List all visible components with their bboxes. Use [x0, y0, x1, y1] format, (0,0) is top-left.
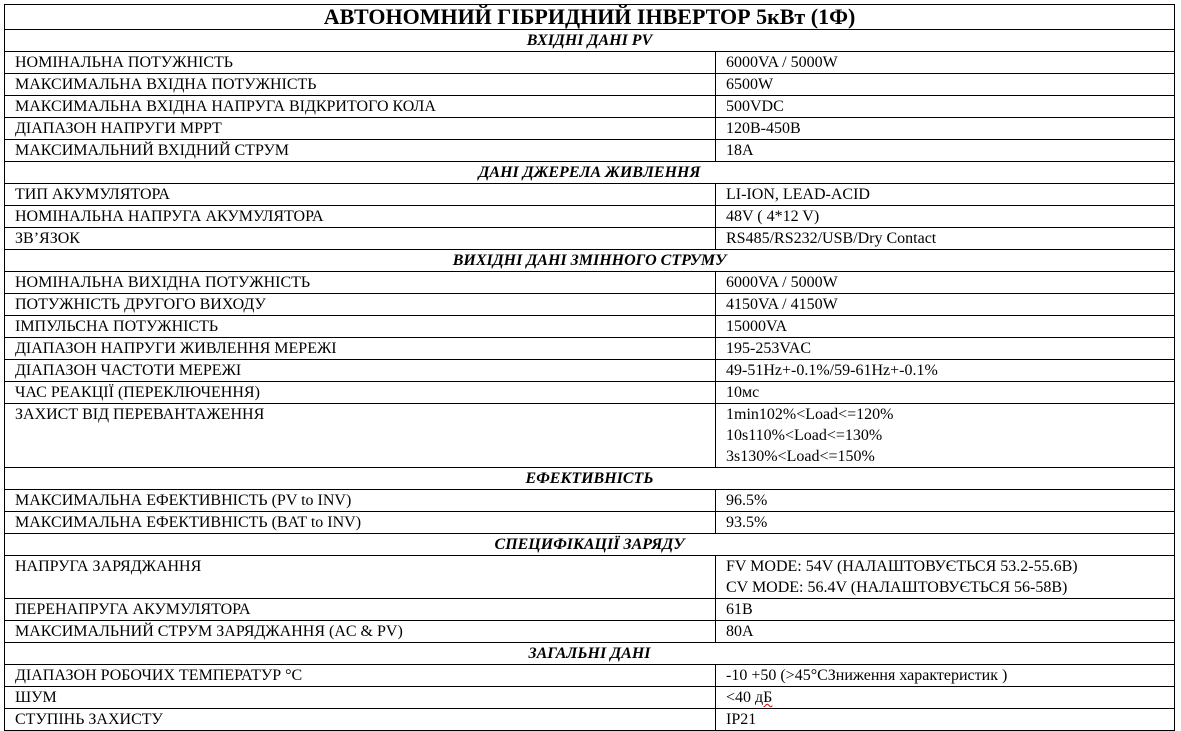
spec-label: МАКСИМАЛЬНА ВХІДНА НАПРУГА ВІДКРИТОГО КОЛА	[5, 96, 716, 118]
spec-value-line: 4150VA / 4150W	[726, 296, 838, 313]
spec-value-line: IP21	[726, 711, 757, 728]
spec-label: МАКСИМАЛЬНИЙ СТРУМ ЗАРЯДЖАННЯ (AC & PV)	[5, 621, 716, 643]
spec-value-line: 500VDC	[726, 98, 784, 115]
spec-value	[716, 665, 1175, 687]
spec-row	[5, 140, 1175, 162]
spec-value	[716, 599, 1175, 621]
spec-label: ТИП АКУМУЛЯТОРА	[5, 184, 716, 206]
spec-value	[716, 294, 1175, 316]
spec-value	[716, 74, 1175, 96]
spec-label: ДІАПАЗОН ЧАСТОТИ МЕРЕЖІ	[5, 360, 716, 382]
spec-value	[716, 228, 1175, 250]
spec-value	[716, 512, 1175, 534]
spec-value-line: -10 +50 (>45°CЗниження характеристик )	[726, 667, 1008, 684]
spec-row	[5, 687, 1175, 709]
section-heading-row	[5, 30, 1175, 52]
spec-label: ПЕРЕНАПРУГА АКУМУЛЯТОРА	[5, 599, 716, 621]
spec-value-line: <40 дБ	[726, 689, 773, 706]
spec-table	[4, 4, 1175, 731]
spec-row	[5, 599, 1175, 621]
section-heading: ЕФЕКТИВНІСТЬ	[5, 468, 1175, 490]
spec-row	[5, 360, 1175, 382]
spec-value	[716, 382, 1175, 404]
spec-value-line: 48V ( 4*12 V)	[726, 208, 820, 225]
spec-row	[5, 118, 1175, 140]
spec-value-line: 10s110%<Load<=130%	[726, 427, 883, 444]
section-heading-row	[5, 468, 1175, 490]
spec-value-line: 49-51Hz+-0.1%/59-61Hz+-0.1%	[726, 362, 938, 379]
spec-value-line: 96.5%	[726, 492, 768, 509]
spec-label: НОМІНАЛЬНА НАПРУГА АКУМУЛЯТОРА	[5, 206, 716, 228]
spec-value	[716, 360, 1175, 382]
spec-label: ЗАХИСТ ВІД ПЕРЕВАНТАЖЕННЯ	[5, 404, 716, 468]
section-heading: СПЕЦИФІКАЦІЇ ЗАРЯДУ	[5, 534, 1175, 556]
spec-value-line: 6000VA / 5000W	[726, 54, 838, 71]
spec-row	[5, 52, 1175, 74]
spec-row	[5, 382, 1175, 404]
spec-label: ЧАС РЕАКЦІЇ (ПЕРЕКЛЮЧЕННЯ)	[5, 382, 716, 404]
spec-label: ШУМ	[5, 687, 716, 709]
spec-value	[716, 404, 1175, 468]
spec-value-line: 61В	[726, 601, 753, 618]
spec-value	[716, 490, 1175, 512]
spec-row	[5, 512, 1175, 534]
spec-value	[716, 338, 1175, 360]
spec-label: ІМПУЛЬСНА ПОТУЖНІСТЬ	[5, 316, 716, 338]
spec-value	[716, 96, 1175, 118]
spec-row	[5, 665, 1175, 687]
spec-value-line: 6500W	[726, 76, 774, 93]
section-heading-row	[5, 250, 1175, 272]
spec-value-line: 18А	[726, 142, 754, 159]
spec-row	[5, 490, 1175, 512]
section-heading: ВИХІДНІ ДАНІ ЗМІННОГО СТРУМУ	[5, 250, 1175, 272]
spec-row	[5, 206, 1175, 228]
spec-value	[716, 118, 1175, 140]
spec-label: МАКСИМАЛЬНА ЕФЕКТИВНІСТЬ (BAT to INV)	[5, 512, 716, 534]
section-heading: ЗАГАЛЬНІ ДАНІ	[5, 643, 1175, 665]
spec-row	[5, 294, 1175, 316]
spec-label: МАКСИМАЛЬНА ЕФЕКТИВНІСТЬ (PV to INV)	[5, 490, 716, 512]
spec-value-line: 15000VA	[726, 318, 788, 335]
spec-value	[716, 140, 1175, 162]
spec-value	[716, 184, 1175, 206]
spec-value-line: 3s130%<Load<=150%	[726, 448, 875, 465]
document-title: АВТОНОМНИЙ ГІБРИДНИЙ ІНВЕРТОР 5кВт (1Ф)	[5, 5, 1175, 30]
section-heading-row	[5, 162, 1175, 184]
section-heading: ВХІДНІ ДАНІ PV	[5, 30, 1175, 52]
spec-row	[5, 338, 1175, 360]
spec-row	[5, 709, 1175, 731]
spec-row	[5, 74, 1175, 96]
spec-label: ЗВ’ЯЗОК	[5, 228, 716, 250]
spec-label: НОМІНАЛЬНА ВИХІДНА ПОТУЖНІСТЬ	[5, 272, 716, 294]
spec-value-line: 6000VA / 5000W	[726, 274, 838, 291]
spec-value-line: 1min102%<Load<=120%	[726, 406, 894, 423]
spec-value-line: CV MODE: 56.4V (НАЛАШТОВУЄТЬСЯ 56-58В)	[726, 579, 1068, 596]
spec-row	[5, 96, 1175, 118]
spec-value	[716, 556, 1175, 599]
spec-row	[5, 228, 1175, 250]
spec-label: СТУПІНЬ ЗАХИСТУ	[5, 709, 716, 731]
spec-value	[716, 52, 1175, 74]
spec-value	[716, 316, 1175, 338]
spec-label: НАПРУГА ЗАРЯДЖАННЯ	[5, 556, 716, 599]
spec-label: ДІАПАЗОН НАПРУГИ MPPT	[5, 118, 716, 140]
section-heading-row	[5, 534, 1175, 556]
spec-value-line: LI-ION, LEAD-ACID	[726, 186, 870, 203]
spec-row	[5, 621, 1175, 643]
spec-value-line: 93.5%	[726, 514, 768, 531]
spec-value	[716, 709, 1175, 731]
spec-row	[5, 272, 1175, 294]
spec-label: ПОТУЖНІСТЬ ДРУГОГО ВИХОДУ	[5, 294, 716, 316]
section-heading: ДАНІ ДЖЕРЕЛА ЖИВЛЕННЯ	[5, 162, 1175, 184]
spec-value-line: 195-253VAC	[726, 340, 812, 357]
section-heading-row	[5, 643, 1175, 665]
spec-row	[5, 556, 1175, 599]
spec-value	[716, 206, 1175, 228]
spec-label: ДІАПАЗОН РОБОЧИХ ТЕМПЕРАТУР °С	[5, 665, 716, 687]
spec-value	[716, 621, 1175, 643]
spec-row	[5, 184, 1175, 206]
spec-label: МАКСИМАЛЬНА ВХІДНА ПОТУЖНІСТЬ	[5, 74, 716, 96]
spec-value	[716, 687, 1175, 709]
spec-row	[5, 404, 1175, 468]
spec-row	[5, 316, 1175, 338]
spec-value-line: 80А	[726, 623, 754, 640]
spec-value-line: RS485/RS232/USB/Dry Contact	[726, 230, 937, 247]
spec-label: НОМІНАЛЬНА ПОТУЖНІСТЬ	[5, 52, 716, 74]
spec-value-line: 120В-450В	[726, 120, 801, 137]
spec-label: ДІАПАЗОН НАПРУГИ ЖИВЛЕННЯ МЕРЕЖІ	[5, 338, 716, 360]
spec-value-line: FV MODE: 54V (НАЛАШТОВУЄТЬСЯ 53.2-55.6В)	[726, 558, 1078, 575]
spec-value-line: 10мс	[726, 384, 760, 401]
title-row	[5, 5, 1175, 30]
spec-label: МАКСИМАЛЬНИЙ ВХІДНИЙ СТРУМ	[5, 140, 716, 162]
spec-value	[716, 272, 1175, 294]
